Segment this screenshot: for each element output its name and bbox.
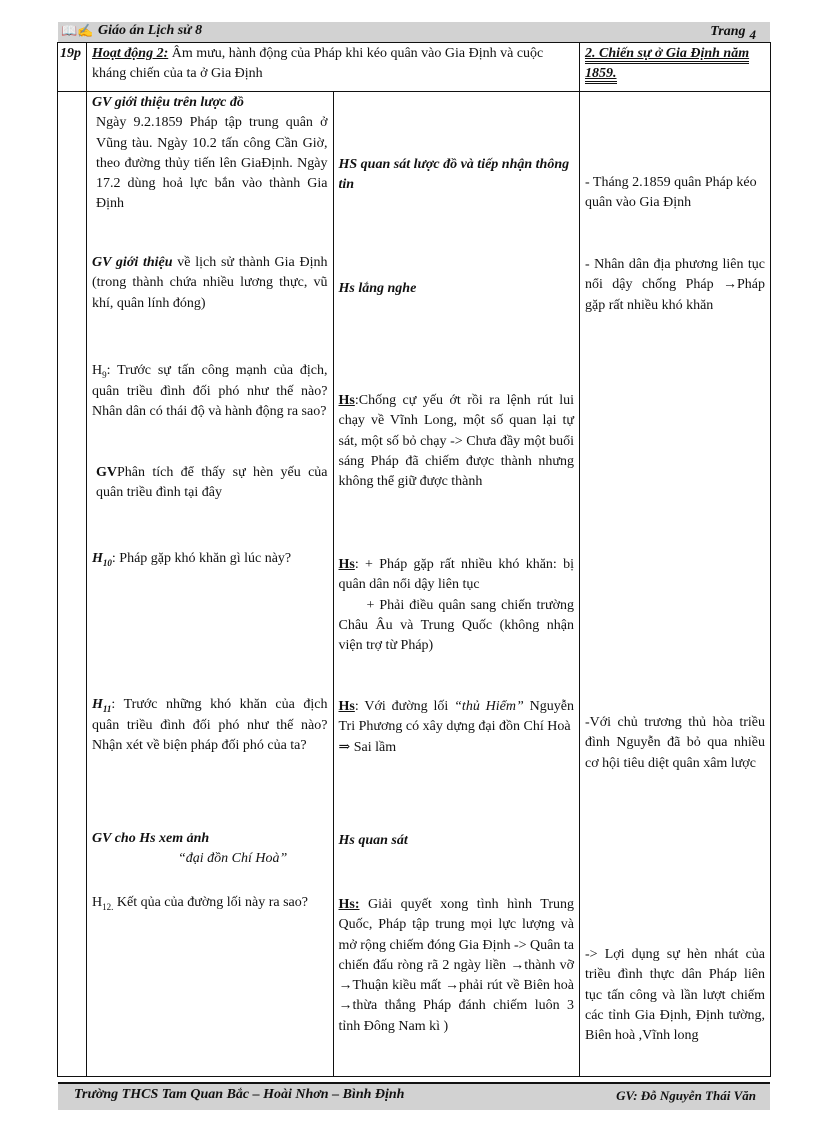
question-h12: $H_{12.}$ Kết qủa của đường lối này ra sao?: [92, 895, 308, 912]
teacher-block-text: Ngày 9.2.1859 Pháp tập trung quân ở Vũng tàu. Ngày 10.2 tấn công Cần Giờ, theo đường thủy tiến lên GiaĐịnh. Ngày 17.2 dùng hoả lực bắn vào thành Gia Định: [96, 115, 328, 212]
question-h10: $H_{10}$: Pháp gặp khó khăn gì lúc này?: [92, 551, 292, 568]
student-answer: HS quan sát lược đồ và tiếp nhận thông tin: [338, 157, 570, 193]
teacher-block-text: Phân tích để thấy sự hèn yếu của quân triều đình tại đây: [96, 465, 328, 501]
time-cell: 19p: [58, 43, 87, 92]
lesson-table: [57, 42, 771, 1077]
teacher-block-title: GV giới thiệu trên lược đồ: [92, 95, 244, 110]
teacher-column: GV giới thiệu trên lược đồ Ngày 9.2.1859 Pháp tập trung quân ở Vũng tàu. Ngày 10.2 tấn công Cần Giờ, theo đường thủy tiến lên GiaĐịnh. Ngày 17.2 dùng hoả lực bắn vào thành Gia Định GV giới thiệu về lịch sử thành Gia Định (trong thành chứa nhiều lương thực, vũ khí, quân lính đóng) $H_9$: Trước sự tấn công mạnh của địch, quân triều đình đối phó như thế nào? Nhân dân có thái độ và hành động ra sao? GVPhân tích để thấy sự hèn yếu của quân triều đình tại đây $H_{10}$: Pháp gặp khó khăn gì lúc này? $H_{11}$: Trước những khó khăn của địch quân triều đình đối phó như thế nào? Nhận xét về biện pháp đối phó của ta? GV cho Hs xem ảnh “đại đồn Chí Hoà” $H_{12.}$ Kết qủa của đường lối này ra sao?: [87, 92, 334, 1077]
activity-label: Hoạt động 2:: [92, 46, 169, 61]
student-answer: Hs: Giải quyết xong tình hình Trung Quốc, Pháp tập trung mọi lực lượng và mở rộng chiếm đóng Gia Định -> Quân ta chiến đấu ròng rã 2 ngày liền →thành vỡ →Thuận kiều mất →phải rút về Biên hoà →thừa thắng Pháp đánh chiếm luôn 3 tỉnh Đông Nam kì ): [338, 897, 574, 1034]
activity-heading: [87, 43, 580, 92]
time-column-empty: [58, 92, 87, 1077]
content-column: [580, 92, 771, 1077]
activity-text: Âm mưu, hành động của Pháp khi kéo quân vào Gia Định và cuộc kháng chiến của ta ở Gia Định: [92, 46, 544, 82]
teacher-block-title: GV cho Hs xem ảnh: [92, 831, 210, 846]
school-name: Trường THCS Tam Quan Bắc – Hoài Nhơn – Bình Định: [74, 1087, 405, 1102]
content-note: - Tháng 2.1859 quân Pháp kéo quân vào Gia Định: [585, 175, 757, 211]
table-body-row: [58, 92, 771, 1077]
content-note: - Nhân dân địa phương liên tục nổi dậy chống Pháp →Pháp gặp rất nhiều khó khăn: [585, 257, 765, 313]
teacher-signature: GV: Đỗ Nguyễn Thái Văn: [616, 1088, 756, 1103]
student-answer: Hs lắng nghe: [338, 281, 417, 296]
question-h9: $H_9$: Trước sự tấn công mạnh của địch, quân triều đình đối phó như thế nào? Nhân dân có thái độ và hành động ra sao?: [92, 363, 328, 420]
content-note: -> Lợi dụng sự hèn nhát của triều đình thực dân Pháp liên tục tấn công và lần lượt chiếm các tỉnh Gia Định, Định tường, Biên hoà ,Vĩnh long: [585, 947, 765, 1044]
student-answer: Hs: + Pháp gặp rất nhiều khó khăn: bị quân dân nổi dậy liên tục: [338, 557, 574, 593]
student-column: HS quan sát lược đồ và tiếp nhận thông tin Hs lắng nghe Hs:Chống cự yếu ớt rồi ra lệnh rút lui chạy về Vĩnh Long, một số quan lại tự sát, một số bỏ chạy -> Chưa đầy một buổi sáng Pháp đã chiếm được thành nhưng không thể giữ được thành Hs: + Pháp gặp rất nhiều khó khăn: bị quân dân nổi dậy liên tục + Phải điều quân sang chiến trường Châu Âu và Trung Quốc (không nhận viện trợ từ Pháp) Hs: Với đường lối “thủ Hiểm” Nguyễn Tri Phương có xây dựng đại đồn Chí Hoà ⇒ Sai lầm Hs quan sát Hs: Giải quyết xong tình hình Trung Quốc, Pháp tập trung mọi lực lượng và mở rộng chiếm đóng Gia Định -> Quân ta chiến đấu ròng rã 2 ngày liền →thành vỡ →Thuận kiều mất →phải rút về Biên hoà →thừa thắng Pháp đánh chiếm luôn 3 tỉnh Đông Nam kì ): [333, 92, 580, 1077]
page-number: Trang 4: [710, 24, 756, 42]
table-header-row: [58, 43, 771, 92]
student-answer: Hs quan sát: [338, 833, 408, 848]
teacher-block-text: về lịch sử thành Gia Định (trong thành chứa nhiều lương thực, vũ khí, quân lính đóng): [92, 255, 328, 311]
student-answer: Hs:Chống cự yếu ớt rồi ra lệnh rút lui chạy về Vĩnh Long, một số quan lại tự sát, một số bỏ chạy -> Chưa đầy một buổi sáng Pháp đã chiếm được thành nhưng không thể giữ được thành: [338, 393, 574, 490]
document-title: Giáo án Lịch sử 8: [98, 23, 203, 38]
question-h11: $H_{11}$: Trước những khó khăn của địch quân triều đình đối phó như thế nào? Nhận xét về biện pháp đối phó của ta?: [92, 697, 328, 754]
section-heading: 2. Chiến sự ở Gia Định năm 1859.: [580, 43, 771, 92]
image-caption: “đại đồn Chí Hoà”: [178, 851, 288, 867]
page-header: [58, 22, 770, 42]
book-pen-icon: 📖✍: [61, 23, 94, 38]
page-footer: [58, 1082, 770, 1110]
content-note: -Với chủ trương thủ hòa triều đình Nguyễn đã bỏ qua nhiều cơ hội tiêu diệt quân xâm lược: [585, 715, 765, 771]
student-answer: Hs: Với đường lối “thủ Hiểm” Nguyễn Tri Phương có xây dựng đại đồn Chí Hoà: [338, 699, 574, 735]
